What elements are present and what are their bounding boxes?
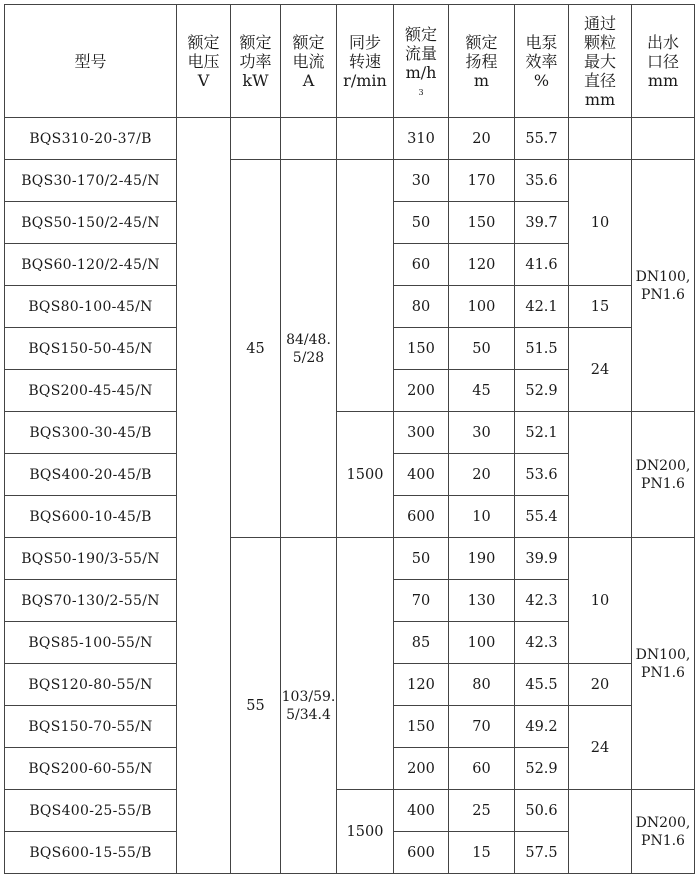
cell-flow: 400 <box>394 790 449 832</box>
cell-outlet-dn100-b: DN100,PN1.6 <box>632 538 695 790</box>
cell-particle-10-a: 10 <box>569 160 632 286</box>
header-model: 型号 <box>5 5 177 118</box>
cell-efficiency: 53.6 <box>515 454 569 496</box>
cell-head: 100 <box>449 286 515 328</box>
cell-efficiency: 42.3 <box>515 580 569 622</box>
cell-flow: 120 <box>394 664 449 706</box>
cell-head: 150 <box>449 202 515 244</box>
cell-head: 80 <box>449 664 515 706</box>
header-outlet: 出水 口径 mm <box>632 5 695 118</box>
cell-model: BQS150-50-45/N <box>5 328 177 370</box>
cell-outlet-dn100-a: DN100,PN1.6 <box>632 160 695 412</box>
cell-outlet <box>632 118 695 160</box>
cell-flow: 600 <box>394 496 449 538</box>
cell-particle-20: 20 <box>569 664 632 706</box>
cell-speed-1500-b: 1500 <box>337 790 394 874</box>
cell-flow: 60 <box>394 244 449 286</box>
cell-head: 100 <box>449 622 515 664</box>
cell-efficiency: 39.9 <box>515 538 569 580</box>
cell-head: 10 <box>449 496 515 538</box>
cell-efficiency: 42.1 <box>515 286 569 328</box>
cell-particle-blank-a <box>569 412 632 538</box>
cell-flow: 200 <box>394 748 449 790</box>
cell-flow: 80 <box>394 286 449 328</box>
cell-efficiency: 52.1 <box>515 412 569 454</box>
cell-head: 170 <box>449 160 515 202</box>
cell-power <box>231 118 281 160</box>
cell-model: BQS200-60-55/N <box>5 748 177 790</box>
cell-efficiency: 41.6 <box>515 244 569 286</box>
cell-speed-1500-a: 1500 <box>337 412 394 538</box>
cell-model: BQS400-25-55/B <box>5 790 177 832</box>
cell-flow: 200 <box>394 370 449 412</box>
cell-head: 50 <box>449 328 515 370</box>
cell-efficiency: 55.4 <box>515 496 569 538</box>
cell-outlet-dn200-b: DN200,PN1.6 <box>632 790 695 874</box>
cell-efficiency: 49.2 <box>515 706 569 748</box>
cell-head: 60 <box>449 748 515 790</box>
cell-model: BQS30-170/2-45/N <box>5 160 177 202</box>
cell-model: BQS400-20-45/B <box>5 454 177 496</box>
pump-spec-table <box>4 4 695 874</box>
cell-flow: 150 <box>394 706 449 748</box>
cell-particle-15: 15 <box>569 286 632 328</box>
table-row <box>5 790 695 832</box>
cell-flow: 150 <box>394 328 449 370</box>
cell-efficiency: 55.7 <box>515 118 569 160</box>
table-row <box>5 118 695 160</box>
cell-flow: 50 <box>394 202 449 244</box>
cell-head: 45 <box>449 370 515 412</box>
cell-head: 70 <box>449 706 515 748</box>
cell-model: BQS50-150/2-45/N <box>5 202 177 244</box>
header-row <box>5 5 695 118</box>
header-flow: 额定 流量 m/h 3 <box>394 5 449 118</box>
cell-efficiency: 52.9 <box>515 370 569 412</box>
cell-model: BQS60-120/2-45/N <box>5 244 177 286</box>
cell-flow: 300 <box>394 412 449 454</box>
cell-efficiency: 51.5 <box>515 328 569 370</box>
cell-efficiency: 45.5 <box>515 664 569 706</box>
cell-head: 15 <box>449 832 515 874</box>
cell-flow: 600 <box>394 832 449 874</box>
cell-particle-24-a: 24 <box>569 328 632 412</box>
cell-model: BQS85-100-55/N <box>5 622 177 664</box>
cell-current-45: 84/48.5/28 <box>281 160 337 538</box>
cell-model: BQS300-30-45/B <box>5 412 177 454</box>
cell-efficiency: 52.9 <box>515 748 569 790</box>
header-current: 额定 电流 A <box>281 5 337 118</box>
cell-speed <box>337 118 394 160</box>
cell-flow: 30 <box>394 160 449 202</box>
cell-flow: 50 <box>394 538 449 580</box>
cell-speed-group-b <box>337 538 394 790</box>
cell-power-55: 55 <box>231 538 281 874</box>
cell-head: 120 <box>449 244 515 286</box>
cell-model: BQS50-190/3-55/N <box>5 538 177 580</box>
cell-particle-24-b: 24 <box>569 706 632 790</box>
cell-flow: 85 <box>394 622 449 664</box>
cell-model: BQS310-20-37/B <box>5 118 177 160</box>
header-power: 额定 功率 kW <box>231 5 281 118</box>
cell-head: 130 <box>449 580 515 622</box>
cell-model: BQS80-100-45/N <box>5 286 177 328</box>
cell-head: 20 <box>449 454 515 496</box>
cell-flow: 70 <box>394 580 449 622</box>
cell-efficiency: 50.6 <box>515 790 569 832</box>
cell-head: 30 <box>449 412 515 454</box>
header-efficiency: 电泵 效率 % <box>515 5 569 118</box>
cell-efficiency: 39.7 <box>515 202 569 244</box>
header-head: 额定 扬程 m <box>449 5 515 118</box>
cell-head: 25 <box>449 790 515 832</box>
table-row <box>5 412 695 454</box>
cell-power-45: 45 <box>231 160 281 538</box>
cell-current <box>281 118 337 160</box>
cell-model: BQS120-80-55/N <box>5 664 177 706</box>
cell-speed-group-a <box>337 160 394 412</box>
cell-voltage-merged <box>177 118 231 874</box>
header-particle: 通过 颗粒 最大 直径 mm <box>569 5 632 118</box>
cell-efficiency: 35.6 <box>515 160 569 202</box>
table-row <box>5 538 695 580</box>
cell-particle-10-b: 10 <box>569 538 632 664</box>
cell-model: BQS70-130/2-55/N <box>5 580 177 622</box>
cell-current-55: 103/59.5/34.4 <box>281 538 337 874</box>
cell-efficiency: 42.3 <box>515 622 569 664</box>
cell-efficiency: 57.5 <box>515 832 569 874</box>
cell-flow: 400 <box>394 454 449 496</box>
cell-head: 190 <box>449 538 515 580</box>
cell-particle <box>569 118 632 160</box>
cell-head: 20 <box>449 118 515 160</box>
header-voltage: 额定 电压 V <box>177 5 231 118</box>
cell-particle-blank-b <box>569 790 632 874</box>
cell-model: BQS600-15-55/B <box>5 832 177 874</box>
cell-model: BQS600-10-45/B <box>5 496 177 538</box>
cell-flow: 310 <box>394 118 449 160</box>
header-speed: 同步 转速 r/min <box>337 5 394 118</box>
cell-outlet-dn200-a: DN200,PN1.6 <box>632 412 695 538</box>
table-row <box>5 160 695 202</box>
cell-model: BQS200-45-45/N <box>5 370 177 412</box>
cell-model: BQS150-70-55/N <box>5 706 177 748</box>
